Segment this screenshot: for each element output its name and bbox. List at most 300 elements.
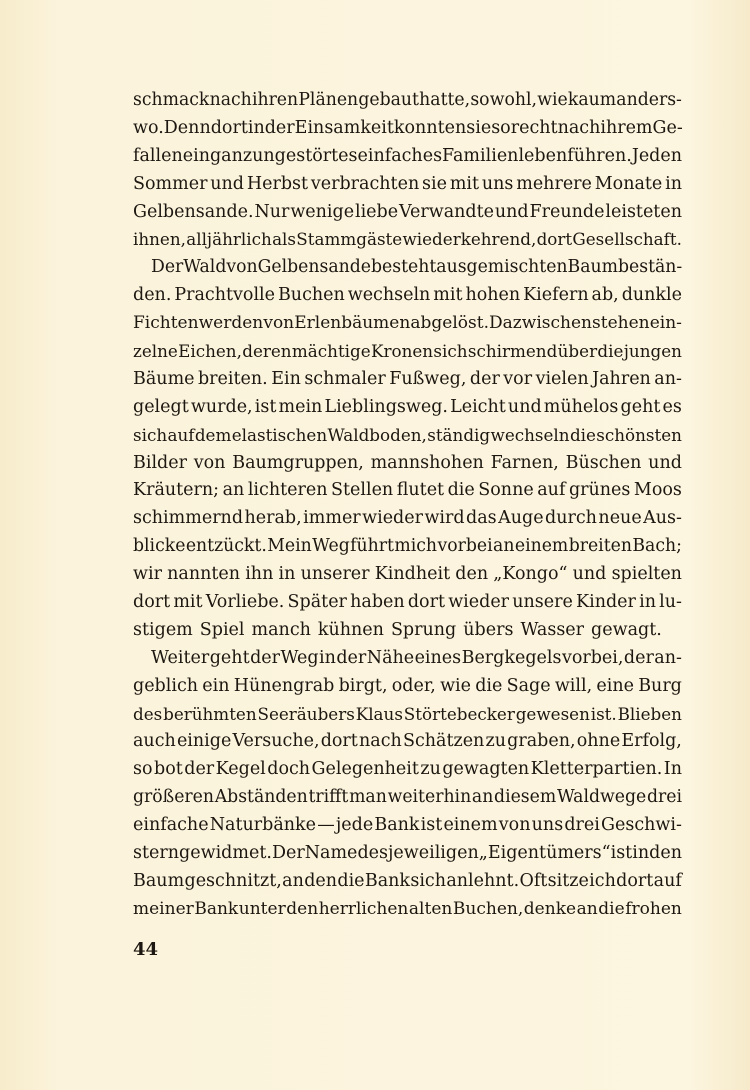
word: konnten: [393, 117, 467, 138]
word: Gelbensande: [257, 257, 371, 278]
word: mit: [433, 285, 463, 306]
word: kaum: [567, 90, 617, 110]
word: Einsamkeit: [294, 117, 394, 138]
word: wiederkehrend,: [402, 229, 537, 250]
word: eines: [414, 647, 462, 668]
word: an: [576, 898, 598, 919]
word: stern: [133, 843, 180, 864]
word: eine: [596, 675, 634, 696]
text-line: [133, 896, 682, 924]
word: den.: [133, 285, 172, 306]
word: geschnitzt,: [184, 870, 282, 891]
word: mit: [449, 173, 480, 194]
word: Gelegenheit: [311, 759, 419, 780]
word: an: [282, 870, 304, 891]
word: In: [663, 759, 682, 780]
word: Abständen: [214, 787, 308, 808]
word: der: [184, 759, 215, 780]
word: in: [278, 564, 296, 585]
text-line: [133, 450, 682, 478]
word: an: [471, 787, 494, 808]
word: grünes: [568, 480, 631, 501]
word: alten: [408, 898, 453, 919]
word: Störtebecker: [403, 703, 515, 724]
word: mein: [278, 396, 323, 417]
word: fallen: [133, 145, 183, 166]
word: drei: [646, 787, 682, 808]
word: Gelbensande.: [133, 201, 254, 222]
word: sich: [410, 870, 447, 891]
word: Freunde: [529, 201, 605, 222]
body-text: [133, 87, 682, 924]
word: hohen: [465, 285, 521, 306]
word: bot: [154, 759, 183, 780]
word: Waldboden,: [327, 424, 427, 445]
word: einfaches: [357, 145, 443, 166]
word: Aus-: [643, 508, 682, 529]
word: Büschen: [565, 452, 642, 473]
word: wir: [133, 564, 162, 585]
word: einfache: [133, 815, 209, 836]
word: lichteren: [247, 480, 328, 501]
word: Weg: [280, 647, 319, 668]
word: als: [272, 229, 297, 250]
word: die: [447, 480, 475, 501]
text-line: [133, 310, 682, 338]
word: ihn: [245, 564, 274, 585]
word: Sage: [506, 675, 551, 696]
text-line: [133, 840, 682, 868]
word: wie: [537, 90, 568, 110]
word: auf: [653, 870, 682, 891]
word: Jahren: [592, 368, 651, 389]
word: Gesellschaft.: [572, 229, 682, 250]
word: Oft: [519, 870, 548, 891]
word: Kinder: [576, 592, 636, 613]
word: von: [193, 452, 226, 473]
text-line: [133, 812, 682, 840]
word: trifft: [308, 787, 349, 808]
text-line: [133, 115, 682, 143]
word: anlehnt.: [446, 870, 520, 891]
word: und: [494, 201, 529, 222]
word: dunkle: [621, 285, 682, 306]
word: vorbei: [437, 536, 493, 557]
word: dem: [194, 424, 232, 445]
word: einige: [176, 731, 232, 752]
word: Kindheit: [374, 564, 451, 585]
word: Nur: [254, 201, 290, 222]
word: Seeräubers: [257, 703, 355, 724]
word: ist.: [590, 703, 617, 724]
word: ungestörtes: [252, 145, 358, 166]
word: mühelos: [543, 396, 619, 417]
word: unsere: [512, 592, 573, 613]
word: ein: [202, 675, 230, 696]
word: von: [263, 313, 295, 334]
word: dort: [133, 592, 171, 613]
word: schmack: [133, 90, 210, 110]
word: meiner: [133, 898, 194, 919]
word: Wasser: [520, 619, 585, 640]
word: es: [662, 396, 682, 417]
word: an: [493, 536, 515, 557]
word: hatte,: [419, 90, 471, 110]
word: wie: [440, 675, 472, 696]
word: herab,: [244, 508, 302, 529]
word: auf: [167, 424, 195, 445]
word: Sommer: [133, 173, 208, 194]
word: dort: [616, 870, 654, 891]
word: an-: [654, 647, 682, 668]
word: Denn: [163, 117, 211, 138]
word: Weiter: [151, 647, 210, 668]
word: Der: [151, 257, 184, 278]
word: Baumbestän-: [567, 257, 683, 278]
word: an: [222, 480, 245, 501]
word: Dazwischen: [489, 313, 592, 334]
word: Bank: [364, 870, 411, 891]
word: haben: [350, 592, 405, 613]
word: den: [304, 870, 338, 891]
text-line: [133, 728, 682, 756]
word: Farnen,: [490, 452, 559, 473]
word: verbrachten: [310, 173, 420, 194]
word: Waldwege: [556, 787, 647, 808]
word: gebaut: [358, 90, 419, 110]
word: und: [572, 564, 607, 585]
word: sie: [422, 173, 447, 194]
word: stehen: [592, 313, 650, 334]
word: breiten: [568, 536, 632, 557]
word: Wald: [183, 257, 227, 278]
word: jeweiligen: [388, 843, 479, 864]
word: „Eigentümers“: [478, 843, 611, 864]
word: uns: [531, 815, 564, 836]
word: Stellen: [331, 480, 394, 501]
word: von: [498, 815, 531, 836]
word: Ge-: [652, 117, 683, 138]
word: lu-: [659, 592, 682, 613]
word: wechseln: [347, 285, 431, 306]
word: der: [336, 647, 367, 668]
word: Schätzen: [402, 731, 485, 752]
word: vor: [503, 368, 533, 389]
word: Fichten: [133, 313, 199, 334]
word: Kegel: [215, 759, 266, 780]
word: des: [133, 703, 163, 724]
word: ihnen,: [133, 229, 186, 250]
word: aus: [436, 257, 467, 278]
word: wenige: [290, 201, 355, 222]
text-line: [133, 561, 682, 589]
word: gewesen: [515, 703, 590, 724]
word: entzückt.: [185, 536, 267, 557]
text-line: [133, 784, 682, 812]
text-line: [133, 617, 682, 645]
word: besteht: [371, 257, 437, 278]
text-line: [133, 701, 682, 729]
word: Fußweg,: [389, 368, 467, 389]
text-line: [133, 199, 682, 227]
word: Hünengrab: [233, 675, 335, 696]
text-line: [133, 589, 682, 617]
word: geht: [209, 647, 250, 668]
word: deren: [242, 341, 292, 362]
word: Baum: [133, 870, 185, 891]
word: doch: [267, 759, 311, 780]
word: den: [649, 843, 682, 864]
word: gewidmet.: [179, 843, 272, 864]
word: so: [470, 90, 490, 110]
word: vielen: [535, 368, 589, 389]
word: Bergkegels: [461, 647, 562, 668]
word: denke: [523, 898, 577, 919]
word: geht: [620, 396, 661, 417]
word: einem: [443, 815, 498, 836]
word: Später: [287, 592, 347, 613]
text-line: [133, 338, 682, 366]
word: vorbei,: [561, 647, 624, 668]
word: stigem: [133, 619, 193, 640]
word: schönsten: [596, 424, 682, 445]
word: Vorliebe.: [205, 592, 285, 613]
text-line: [133, 533, 682, 561]
word: „Kongo“: [493, 564, 568, 585]
word: des: [357, 843, 388, 864]
word: oder,: [391, 675, 436, 696]
word: so: [491, 117, 511, 138]
word: mit: [173, 592, 203, 613]
text-line: [133, 87, 682, 115]
word: Moos: [633, 480, 682, 501]
text-line: [133, 477, 682, 505]
text-line: [133, 422, 682, 450]
word: die: [475, 675, 503, 696]
word: Spiel: [199, 619, 245, 640]
word: Bilder: [133, 452, 187, 473]
word: dort: [320, 731, 358, 752]
text-line: [133, 645, 682, 673]
word: Burg: [638, 675, 682, 696]
word: ihrem: [600, 117, 653, 138]
word: wird: [424, 508, 465, 529]
word: dort: [536, 229, 573, 250]
word: nach: [209, 90, 252, 110]
word: Bach;: [632, 536, 682, 557]
word: und: [210, 173, 245, 194]
word: Weg: [312, 536, 350, 557]
word: Erlenbäumen: [294, 313, 411, 334]
word: zelne: [133, 341, 178, 362]
word: auf: [537, 480, 566, 501]
word: Lieblingsweg.: [324, 396, 448, 417]
word: Familienleben: [442, 145, 568, 166]
word: unserer: [300, 564, 370, 585]
word: ist: [610, 843, 633, 864]
word: man: [349, 787, 387, 808]
word: der: [250, 647, 280, 668]
word: ständig: [427, 424, 491, 445]
word: birgt,: [338, 675, 388, 696]
word: abgelöst.: [410, 313, 489, 334]
word: Der: [271, 843, 305, 864]
word: in: [632, 843, 650, 864]
word: den: [286, 898, 319, 919]
word: schimmernd: [133, 508, 244, 529]
word: den: [455, 564, 489, 585]
word: Monate: [594, 173, 663, 194]
word: Leicht: [450, 396, 506, 417]
word: wechseln: [490, 424, 570, 445]
text-line: [133, 673, 682, 701]
word: jungen: [623, 341, 682, 362]
text-line: [133, 868, 682, 896]
word: Buchen,: [452, 898, 524, 919]
word: der: [264, 117, 295, 138]
word: so: [133, 759, 153, 780]
word: dort: [407, 592, 445, 613]
word: der: [623, 647, 654, 668]
word: herrlichen: [318, 898, 409, 919]
word: der: [469, 368, 500, 389]
word: durch: [545, 508, 597, 529]
word: Herbst: [246, 173, 309, 194]
word: mannshohen: [370, 452, 484, 473]
word: dort: [210, 117, 248, 138]
word: drei: [564, 815, 600, 836]
word: gewagten: [442, 759, 530, 780]
word: über: [557, 341, 598, 362]
word: wohl,: [489, 90, 538, 110]
word: alljährlich: [186, 229, 272, 250]
word: Bank: [374, 815, 420, 836]
page-number: 44: [133, 939, 159, 960]
word: gewagt.: [591, 619, 662, 640]
word: gelegt: [133, 396, 189, 417]
word: in: [319, 647, 336, 668]
word: von: [226, 257, 258, 278]
text-line: [133, 394, 682, 422]
word: diesem: [494, 787, 557, 808]
word: mächtige: [291, 341, 371, 362]
text-line: [133, 282, 682, 310]
word: ab,: [591, 285, 619, 306]
word: Plänen: [298, 90, 359, 110]
word: Name: [304, 843, 358, 864]
word: recht: [510, 117, 558, 138]
word: zu: [485, 731, 506, 752]
word: Baumgruppen,: [232, 452, 364, 473]
word: ich: [589, 870, 616, 891]
word: Kiefern: [523, 285, 589, 306]
word: weiterhin: [387, 787, 472, 808]
word: in: [665, 173, 682, 194]
word: jede: [335, 815, 374, 836]
word: ihren: [251, 90, 299, 110]
word: auch: [133, 731, 176, 752]
word: sich: [433, 341, 468, 362]
word: die: [597, 341, 624, 362]
word: berühmten: [163, 703, 257, 724]
word: Bank: [194, 898, 239, 919]
word: und: [507, 396, 542, 417]
word: übers: [463, 619, 514, 640]
word: Auge: [498, 508, 544, 529]
word: frohen: [625, 898, 682, 919]
word: ein-: [649, 313, 682, 334]
word: zu: [420, 759, 441, 780]
word: Sprung: [390, 619, 457, 640]
word: sitze: [547, 870, 589, 891]
word: größeren: [133, 787, 214, 808]
word: das: [466, 508, 497, 529]
word: Blieben: [617, 703, 682, 724]
word: blicke: [133, 536, 186, 557]
word: die: [569, 424, 596, 445]
word: schmaler: [304, 368, 386, 389]
word: einem: [514, 536, 569, 557]
word: Klaus: [355, 703, 403, 724]
word: nach: [557, 117, 601, 138]
word: unter: [238, 898, 286, 919]
word: wurde,: [190, 396, 253, 417]
word: die: [337, 870, 365, 891]
word: schirmend: [467, 341, 558, 362]
word: werden: [198, 313, 264, 334]
word: wieder: [362, 508, 423, 529]
word: neue: [598, 508, 642, 529]
word: gemischten: [466, 257, 568, 278]
word: ohne: [576, 731, 621, 752]
word: kühnen: [317, 619, 384, 640]
text-line: [133, 505, 682, 533]
word: Buchen: [277, 285, 345, 306]
word: Jeden: [631, 145, 683, 166]
text-line: [133, 366, 682, 394]
text-line: [133, 171, 682, 199]
word: führt: [350, 536, 394, 557]
word: spielten: [611, 564, 682, 585]
word: Bäume: [133, 368, 195, 389]
word: ganz: [209, 145, 253, 166]
word: Ein: [271, 368, 301, 389]
word: Prachtvolle: [174, 285, 275, 306]
word: an-: [654, 368, 682, 389]
word: mehrere: [516, 173, 592, 194]
word: wo.: [133, 117, 164, 138]
text-line: [133, 756, 682, 784]
word: Verwandte: [398, 201, 494, 222]
word: führen.: [567, 145, 632, 166]
word: uns: [481, 173, 514, 194]
word: liebe: [354, 201, 399, 222]
word: mich: [394, 536, 438, 557]
word: die: [598, 898, 625, 919]
word: ist: [254, 396, 277, 417]
word: Versuche,: [232, 731, 320, 752]
word: geblich: [133, 675, 199, 696]
word: elastischen: [231, 424, 328, 445]
word: nach: [359, 731, 402, 752]
word: flutet: [396, 480, 445, 501]
text-line: [133, 254, 682, 282]
word: breiten.: [197, 368, 268, 389]
word: Kletterpartien.: [530, 759, 663, 780]
word: sich: [133, 424, 168, 445]
word: wieder: [448, 592, 510, 613]
word: Geschwi-: [601, 815, 682, 836]
